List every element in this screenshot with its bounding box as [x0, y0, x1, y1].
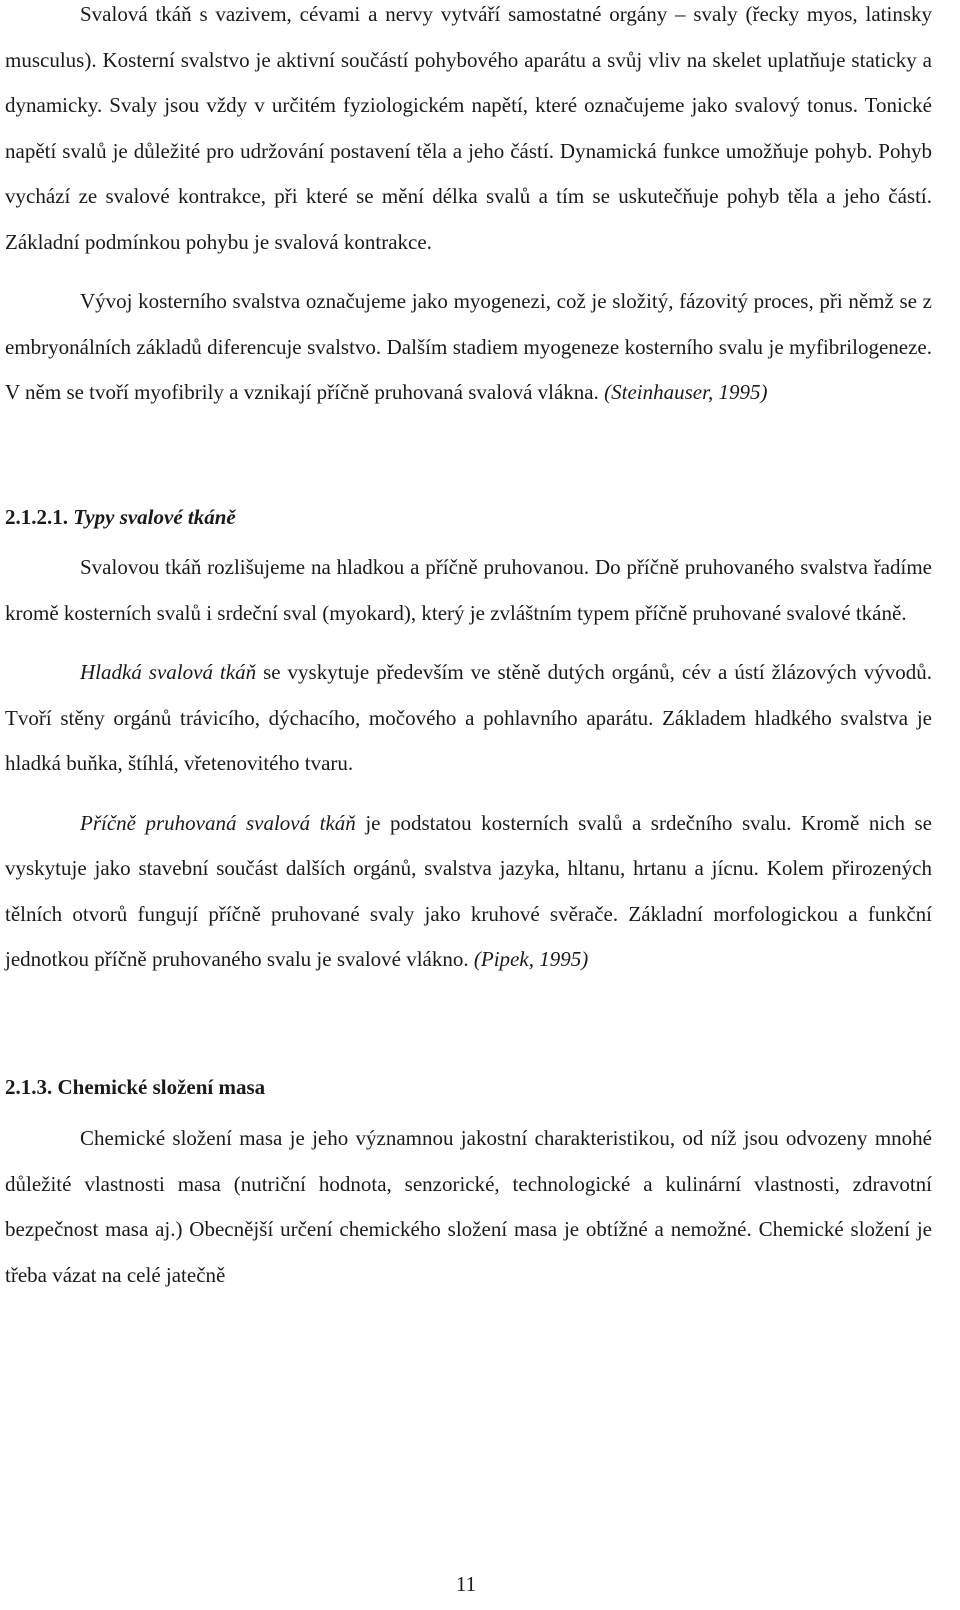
document-page: [5, 0, 932, 1298]
paragraph-text: se vyskytuje především ve stěně dutých orgánů, cév a ústí žlázových vývodů. Tvoří stěny orgánů trávicího, dýchacího, močového a pohlavního aparátu. Základem hladkého svalstva je hladká buňka, štíhlá, vřetenovitého tvaru.: [5, 660, 932, 775]
section-heading-muscle-types: [5, 495, 932, 541]
paragraph-text: Chemické složení masa je jeho významnou jakostní charakteristikou, od níž jsou odvozeny mnohé důležité vlastnosti masa (nutriční hodnota, senzorické, technologické a kulinární vlastnosti, zdravotní bezpečnost masa aj.) Obecnější určení chemického složení masa je obtížné a nemožné. Chemické složení je třeba vázat na celé jatečně: [5, 1126, 932, 1287]
paragraph-muscle-types: [5, 545, 932, 636]
paragraph-myogenesis: [5, 279, 932, 416]
paragraph-text: je podstatou kosterních svalů a srdečního svalu. Kromě nich se vyskytuje jako stavební součást dalších orgánů, svalstva jazyka, hltanu, hrtanu a jícnu. Kolem přirozených tělních otvorů fungují příčně pruhované svaly jako kruhové svěrače. Základní morfologickou a funkční jednotkou příčně pruhovaného svalu je svalové vlákno.: [5, 810, 933, 971]
section-title: Chemické složení masa: [57, 1074, 266, 1099]
paragraph-text: Svalová tkáň s vazivem, cévami a nervy vytváří samostatné orgány – svaly (řecky myos, latinsky musculus). Kosterní svalstvo je aktivní součástí pohybového aparátu a svůj vliv na skelet uplatňuje staticky a dynamicky. Svaly jsou vždy v určitém fyziologickém napětí, které označujeme jako svalový tonus. Tonické napětí svalů je důležité pro udržování postavení těla a jeho částí. Dynamická funkce umožňuje pohyb. Pohyb vychází ze svalové kontrakce, při které se mění délka svalů a tím se uskutečňuje pohyb těla a jeho částí. Základní podmínkou pohybu je svalová kontrakce.: [5, 2, 932, 254]
page-number: 11: [455, 1572, 477, 1596]
paragraph-chemical-composition: [5, 1116, 932, 1298]
paragraph-striated-muscle: [5, 801, 932, 983]
section-number: 2.1.3.: [5, 1074, 53, 1099]
section-number: 2.1.2.1.: [5, 504, 68, 529]
citation: (Steinhauser, 1995): [604, 380, 768, 404]
section-title: Typy svalové tkáně: [73, 504, 236, 529]
paragraph-text: Vývoj kosterního svalstva označujeme jako myogenezi, což je složitý, fázovitý proces, při němž se z embryonálních základů diferencuje svalstvo. Dalším stadiem myogeneze kosterního svalu je myfibrilogeneze. V něm se tvoří myofibrily a vznikají příčně pruhovaná svalová vlákna.: [5, 289, 932, 404]
term-striated-muscle: Příčně pruhovaná svalová tkáň: [80, 810, 356, 835]
term-smooth-muscle: Hladká svalová tkáň: [80, 660, 257, 684]
paragraph-smooth-muscle: [5, 650, 932, 787]
paragraph-text: Svalovou tkáň rozlišujeme na hladkou a příčně pruhovanou. Do příčně pruhovaného svalstva řadíme kromě kosterních svalů i srdeční sval (myokard), který je zvláštním typem příčně pruhované svalové tkáně.: [5, 555, 932, 625]
paragraph-muscle-tissue-intro: [5, 0, 932, 265]
section-heading-chemical-composition: [5, 1065, 932, 1111]
citation: (Pipek, 1995): [473, 947, 589, 971]
